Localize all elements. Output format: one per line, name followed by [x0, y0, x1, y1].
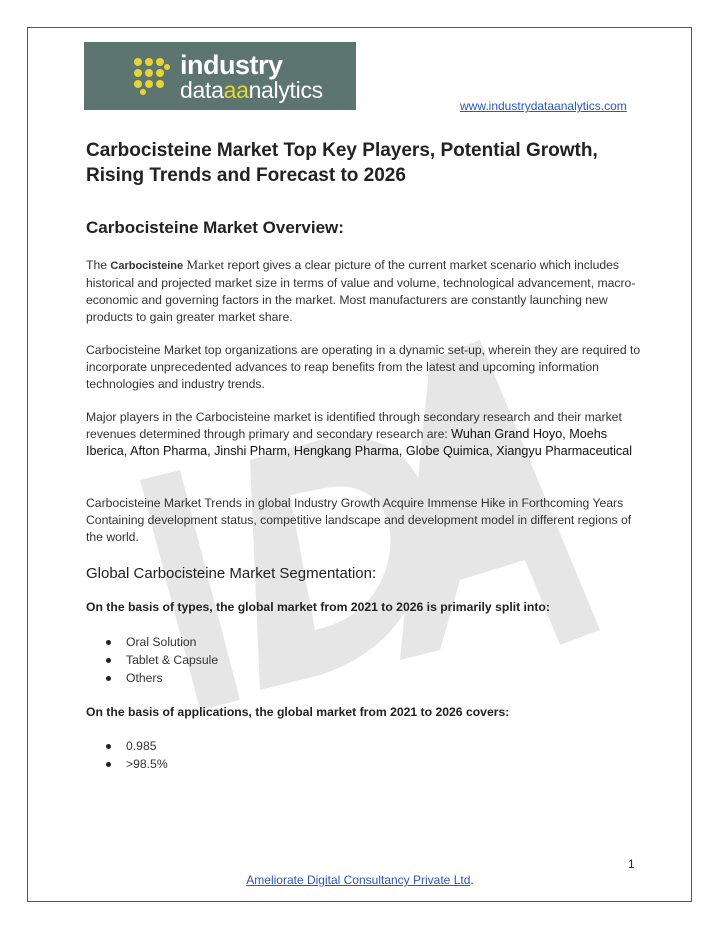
document-title: Carbocisteine Market Top Key Players, Potential Growth, Rising Trends and Forecast to 2026 [86, 140, 598, 186]
overview-paragraph-4: Carbocisteine Market Trends in global Industry Growth Acquire Immense Hike in Forthcoming Years Containing development status, competitive landscape and development model in different regions of the world. [86, 496, 632, 544]
key-players-list: Wuhan Grand Hoyo, Moehs Iberica, Afton Pharma, Jinshi Pharm, Hengkang Pharma, Globe Quimica, Xiangyu Pharmaceutical [86, 427, 632, 458]
company-logo [84, 42, 356, 110]
website-link[interactable]: www.industrydataanalytics.com [460, 99, 627, 113]
applications-heading: On the basis of applications, the global market from 2021 to 2026 covers: [86, 705, 510, 719]
overview-paragraph-3: Major players in the Carbocisteine market is identified through secondary research and their market revenues determined through primary and secondary research are: Wuhan Grand Hoyo, Moehs Iberica, Afton Pharma, Jinshi Pharm, Hengkang Pharma, Globe Quimica, Xiangyu Pharmaceutical [86, 410, 632, 458]
logo-text-dataanalytics: dataaanalytics [180, 77, 323, 103]
list-item: 0.985 [106, 737, 168, 755]
page-number: 1 [628, 857, 635, 871]
logo-text-industry: industry [180, 50, 283, 80]
company-link[interactable]: Ameliorate Digital Consultancy Private Ltd [246, 873, 471, 887]
bullet-icon [106, 744, 111, 749]
logo-dots-icon [132, 56, 172, 96]
bullet-icon [106, 640, 111, 645]
footer: Ameliorate Digital Consultancy Private Ltd. [246, 873, 474, 887]
bullet-icon [106, 762, 111, 767]
bullet-icon [106, 658, 111, 663]
applications-list [106, 737, 168, 773]
types-heading: On the basis of types, the global market from 2021 to 2026 is primarily split into: [86, 600, 550, 614]
list-item: >98.5% [106, 755, 168, 773]
list-item: Oral Solution [106, 633, 218, 651]
overview-paragraph-1: The Carbocisteine Market report gives a clear picture of the current market scenario which includes historical and projected market size in terms of value and volume, technological advancement, macro-economic and governing factors in the market. Most manufacturers are constantly launching new products to gain greater market share. [86, 257, 636, 324]
list-item: Tablet & Capsule [106, 651, 218, 669]
overview-paragraph-2: Carbocisteine Market top organizations are operating in a dynamic set-up, wherein they are required to incorporate unprecedented advances to reap benefits from the latest and upcoming information technologies and industry trends. [86, 343, 641, 391]
types-list [106, 633, 218, 687]
segmentation-heading: Global Carbocisteine Market Segmentation: [86, 565, 377, 582]
overview-heading: Carbocisteine Market Overview: [86, 218, 344, 237]
list-item: Others [106, 669, 218, 687]
bullet-icon [106, 676, 111, 681]
